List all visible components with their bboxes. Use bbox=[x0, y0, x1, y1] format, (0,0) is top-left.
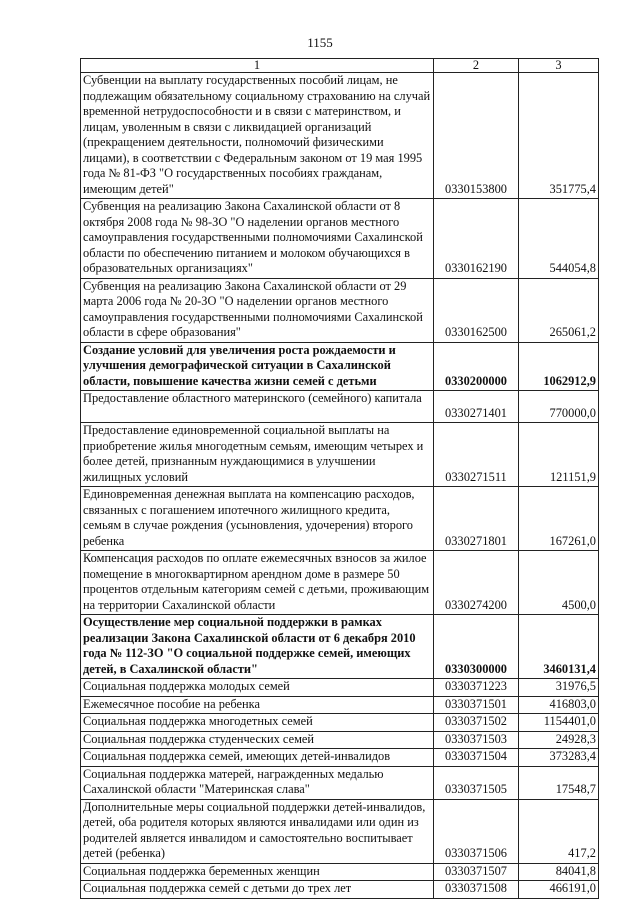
row-code: 0330371508 bbox=[434, 881, 519, 899]
row-code: 0330271511 bbox=[434, 423, 519, 487]
budget-table bbox=[80, 58, 599, 899]
row-amount: 351775,4 bbox=[519, 73, 599, 199]
row-description: Ежемесячное пособие на ребенка bbox=[81, 696, 434, 714]
row-description: Дополнительные меры социальной поддержки детей-инвалидов, детей, оба родителя которых являются инвалидами или один из родителей является инвалидом и самостоятельно воспитывает детей (ребенка) bbox=[81, 799, 434, 863]
section-description: Создание условий для увеличения роста рождаемости и улучшения демографической ситуации в Сахалинской области, повышение качества жизни семей с детьми bbox=[81, 342, 434, 391]
row-description: Субвенции на выплату государственных пособий лицам, не подлежащим обязательному социальному страхованию на случай временной нетрудоспособности и в связи с материнством, и лицам, уволенным в связи с ликвидацией организаций (прекращением деятельности, полномочий физическими лицами), в соответствии с Федеральным законом от 19 мая 1995 года № 81-ФЗ "О государственных пособиях гражданам, имеющим детей" bbox=[81, 73, 434, 199]
row-code: 0330371504 bbox=[434, 749, 519, 767]
table-row bbox=[81, 423, 599, 487]
section-code: 0330200000 bbox=[434, 342, 519, 391]
table-row-section bbox=[81, 615, 599, 679]
column-header-description: 1 bbox=[81, 59, 434, 73]
row-amount: 24928,3 bbox=[519, 731, 599, 749]
row-description: Предоставление областного материнского (семейного) капитала bbox=[81, 391, 434, 423]
row-code: 0330271801 bbox=[434, 487, 519, 551]
section-code: 0330300000 bbox=[434, 615, 519, 679]
section-amount: 1062912,9 bbox=[519, 342, 599, 391]
column-header-amount: 3 bbox=[519, 59, 599, 73]
row-amount: 416803,0 bbox=[519, 696, 599, 714]
row-amount: 265061,2 bbox=[519, 278, 599, 342]
section-description: Осуществление мер социальной поддержки в рамках реализации Закона Сахалинской области от 6 декабря 2010 года № 112-ЗО "О социальной поддержке семей, имеющих детей, в Сахалинской области" bbox=[81, 615, 434, 679]
row-code: 0330371506 bbox=[434, 799, 519, 863]
row-amount: 31976,5 bbox=[519, 679, 599, 697]
row-description: Социальная поддержка беременных женщин bbox=[81, 863, 434, 881]
row-code: 0330371501 bbox=[434, 696, 519, 714]
table-row bbox=[81, 863, 599, 881]
row-description: Компенсация расходов по оплате ежемесячных взносов за жилое помещение в многоквартирном арендном доме в размере 50 процентов отдельным категориям семей с детьми, проживающим на территории Сахалинской области bbox=[81, 551, 434, 615]
row-code: 0330371502 bbox=[434, 714, 519, 732]
row-description: Социальная поддержка семей с детьми до трех лет bbox=[81, 881, 434, 899]
table-row bbox=[81, 881, 599, 899]
section-amount: 3460131,4 bbox=[519, 615, 599, 679]
row-description: Социальная поддержка студенческих семей bbox=[81, 731, 434, 749]
table-row bbox=[81, 73, 599, 199]
table-row bbox=[81, 679, 599, 697]
row-amount: 121151,9 bbox=[519, 423, 599, 487]
row-code: 0330371505 bbox=[434, 766, 519, 799]
table-row bbox=[81, 391, 599, 423]
row-code: 0330271401 bbox=[434, 391, 519, 423]
row-amount: 17548,7 bbox=[519, 766, 599, 799]
column-header-code: 2 bbox=[434, 59, 519, 73]
row-description: Единовременная денежная выплата на компенсацию расходов, связанных с погашением ипотечного жилищного кредита, семьям в случае рождения (усыновления, удочерения) второго ребенка bbox=[81, 487, 434, 551]
table-row bbox=[81, 551, 599, 615]
row-amount: 466191,0 bbox=[519, 881, 599, 899]
row-description: Социальная поддержка семей, имеющих детей-инвалидов bbox=[81, 749, 434, 767]
table-row bbox=[81, 487, 599, 551]
table-row bbox=[81, 766, 599, 799]
row-amount: 4500,0 bbox=[519, 551, 599, 615]
row-amount: 167261,0 bbox=[519, 487, 599, 551]
row-description: Предоставление единовременной социальной выплаты на приобретение жилья многодетным семьям, имеющим четырех и более детей, признанным нуждающимися в улучшении жилищных условий bbox=[81, 423, 434, 487]
row-description: Субвенция на реализацию Закона Сахалинской области от 8 октября 2008 года № 98-ЗО "О наделении органов местного самоуправления государственными полномочиями Сахалинской области по обеспечению питанием и молоком обучающихся в образовательных организациях" bbox=[81, 199, 434, 279]
page-number: 1155 bbox=[307, 35, 333, 50]
row-code: 0330274200 bbox=[434, 551, 519, 615]
row-description: Субвенция на реализацию Закона Сахалинской области от 29 марта 2006 года № 20-ЗО "О наделении органов местного самоуправления государственными полномочиями Сахалинской области в сфере образования" bbox=[81, 278, 434, 342]
table-row-section bbox=[81, 342, 599, 391]
row-amount: 373283,4 bbox=[519, 749, 599, 767]
row-amount: 544054,8 bbox=[519, 199, 599, 279]
table-row bbox=[81, 714, 599, 732]
table-row bbox=[81, 278, 599, 342]
row-description: Социальная поддержка матерей, награжденных медалью Сахалинской области "Материнская слава" bbox=[81, 766, 434, 799]
row-description: Социальная поддержка многодетных семей bbox=[81, 714, 434, 732]
table-row bbox=[81, 199, 599, 279]
row-code: 0330371223 bbox=[434, 679, 519, 697]
row-amount: 770000,0 bbox=[519, 391, 599, 423]
row-amount: 1154401,0 bbox=[519, 714, 599, 732]
table-row bbox=[81, 731, 599, 749]
table-header-row bbox=[81, 59, 599, 73]
row-code: 0330371503 bbox=[434, 731, 519, 749]
row-code: 0330162500 bbox=[434, 278, 519, 342]
budget-table-body bbox=[81, 59, 599, 899]
row-code: 0330162190 bbox=[434, 199, 519, 279]
row-amount: 417,2 bbox=[519, 799, 599, 863]
table-row bbox=[81, 799, 599, 863]
row-description: Социальная поддержка молодых семей bbox=[81, 679, 434, 697]
row-amount: 84041,8 bbox=[519, 863, 599, 881]
table-row bbox=[81, 696, 599, 714]
row-code: 0330153800 bbox=[434, 73, 519, 199]
row-code: 0330371507 bbox=[434, 863, 519, 881]
table-row bbox=[81, 749, 599, 767]
